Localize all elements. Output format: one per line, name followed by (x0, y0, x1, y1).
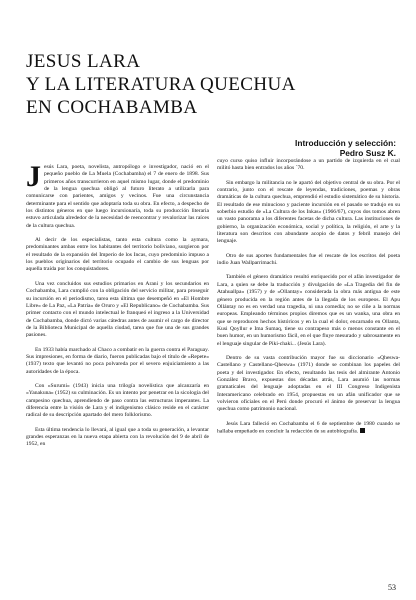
article-title (26, 50, 396, 119)
body-paragraph: Con «Surumi» (1943) inicia una trilogía novelística que alcanzaría en «Yanakuna» (1952) su culminación. Es un intento por penetrar en la sicología del campesino quechua, aprendiendo de paso contra las estructuras imperantes. La diferencia entre la visión de Lara y el indigenismo clásico reside en el carácter radical de su descripción apartado del mero folklorismo. (26, 382, 209, 419)
body-paragraph: En 1933 había marchado al Chaco a combatir en la guerra contra el Paraguay. Sus impresiones, en forma de diario, fueron publicadas bajo el título de «Repete» (1937) texto que levantó no poca polvareda por el severo enjuiciamiento a las autoridades de la época. (26, 346, 209, 375)
page-number: 53 (388, 583, 396, 592)
title-line-1: JESUS LARA (26, 51, 141, 72)
title-line-2: Y LA LITERATURA QUECHUA (26, 74, 296, 95)
body-paragraph: Sin embargo la militancia no le apartó del objetivo central de su obra. Por el contrario, junto con el rescate de leyendas, tradiciones, poemas y obras dramáticas de la cultura quechua, emprendió el estudio sistemático de su historia. El resultado de ese minucioso y paciente incursión en el pasado se tradujo en su soberbio estudio de «La Cultura de los Inkas» (1966/67), cuyos dos tomos abren un vasto panorama a los diferentes facetas de dicha cultura. Las instituciones de gobierno, la organización económica, social y política, la religión, el arte y la literatura son descritos con abundante acopio de datos y febril manejo del lenguaje. (217, 179, 400, 245)
body-paragraph: Otro de sus aportes fundamentales fue el rescate de los escritos del poeta indio Juan Wallparrimachi. (217, 252, 400, 267)
left-text-column (26, 158, 209, 456)
title-line-3: EN COCHABAMBA (26, 97, 198, 118)
end-of-article-mark (360, 428, 365, 433)
article-credits (295, 138, 396, 158)
body-paragraph: Esta última tendencia lo llevará, al igual que a toda su generación, a levantar grandes esperanzas en la nueva etapa abierta con la revolución del 9 de abril de 1952, en (26, 426, 209, 448)
paragraph-text: esús Lara, poeta, novelista, antropólogo e investigador, nació en el pequeño pueblo de La Muela (Cochabamba) el 7 de enero de 1898. Sus primeros años transcurrieron en aquel mismo lugar, donde el predominio de la lengua quechua obligó al futuro literato a utilizarla para comunicarse con parientes, amigos y vecinos. Fue una circunstancia determinante para el sentido que adoptaría toda su obra. En efecto, a despecho de los distintos géneros en que luego incursionaría, toda su producción literaria estuvo articulada alrededor de la necesidad de reencontrar y revalorizar las raíces de la cultura quechua. (26, 164, 209, 229)
right-text-column (217, 158, 400, 443)
credits-line-1: Introducción y selección: (295, 138, 396, 148)
paragraph-text: Jesús Lara falleció en Cochabamba el 6 de septiembre de 1980 cuando se hallaba empeñado en concluir la redacción de su autobiografía. (217, 420, 400, 435)
body-paragraph: También el género dramático resultó enriquecido por el afán investigador de Lara, a quien se debe la traducción y divulgación de «La Tragedia del fin de Atahuallpa» (1957) y de «Ollantay» considerada la obra más antigua de este género producida en la región antes de la llegada de los europeos. El Apu Ollántay no es en verdad una tragedia, ni una comedia; no se ciñe a la normas europeas. Empleando términos propios diremos que es un wanka, una obra en que se reproducen hechos históricos y en la cual el dolor, encarnado en Ollanta, Kusi Qoyllur e Ima Sumaq, tiene su contrapeso más o menos constante en el buen humor, en un humorismo fácil, en el que fluye mesurado y sabrosamente en el lenguaje singular de Piki-chaki... (Jesús Lara). (217, 274, 400, 347)
credits-line-2: Pedro Susz K. (339, 148, 396, 158)
body-paragraph (26, 160, 209, 230)
closing-paragraph (217, 421, 400, 436)
body-paragraph: cuyo curso quiso influir incorporándose a un partido de izquierda en el cual militó hasta bien entrados los años ´70. (217, 158, 400, 172)
body-paragraph: Al decir de los especialistas, tanto esta cultura como la aymara, predominantes ambas entre los habitantes del territorio boliviano, surgieron por el resultado de la expansión del Imperio de los Incas, cuyo predominio impuso a los pueblos originarios del territorio ocupado el cambio de sus lenguas por aquella traída por los conquistadores. (26, 237, 209, 273)
body-paragraph: Dentro de su vasta contribución mayor fue su diccionario «Qheswa-Castellano y Castellano-Qheswa» (1971) donde se combinan los papeles del poeta y del investigador. En efecto, resultando las tesis del almirante Antonio González Bravo, expuestas dos décadas atrás, Lara asumió las normas gramaticales del lenguaje adoptadas en el III Congreso Indigenista Interamericano celebrado en 1954, propuestas en un afán unificador que se volvieron oficiales en el Perú donde procuró el ánimo de preservar la lengua quechua como patrimonio nacional. (217, 354, 400, 413)
drop-cap: J (26, 160, 41, 193)
body-paragraph: Una vez concluidos sus estudios primarios en Arani y los secundarios en Cochabamba, Lara cumplió con la obligación del servicio militar, para proseguir su incursión en el periodismo, tarea esta última que desempeñó en «El Hombre Libre» de La Paz, «La Patria» de Oruro y «El Republicano» de Cochabamba. Sus primer contacto con el mundo intelectual le franqueó el ingreso a la Universidad de Cochabamba, donde dictó varias cátedras antes de asumir el cargo de director de la Biblioteca Municipal de aquella ciudad, tarea que fue una de sus grandes pasiones. (26, 280, 209, 339)
